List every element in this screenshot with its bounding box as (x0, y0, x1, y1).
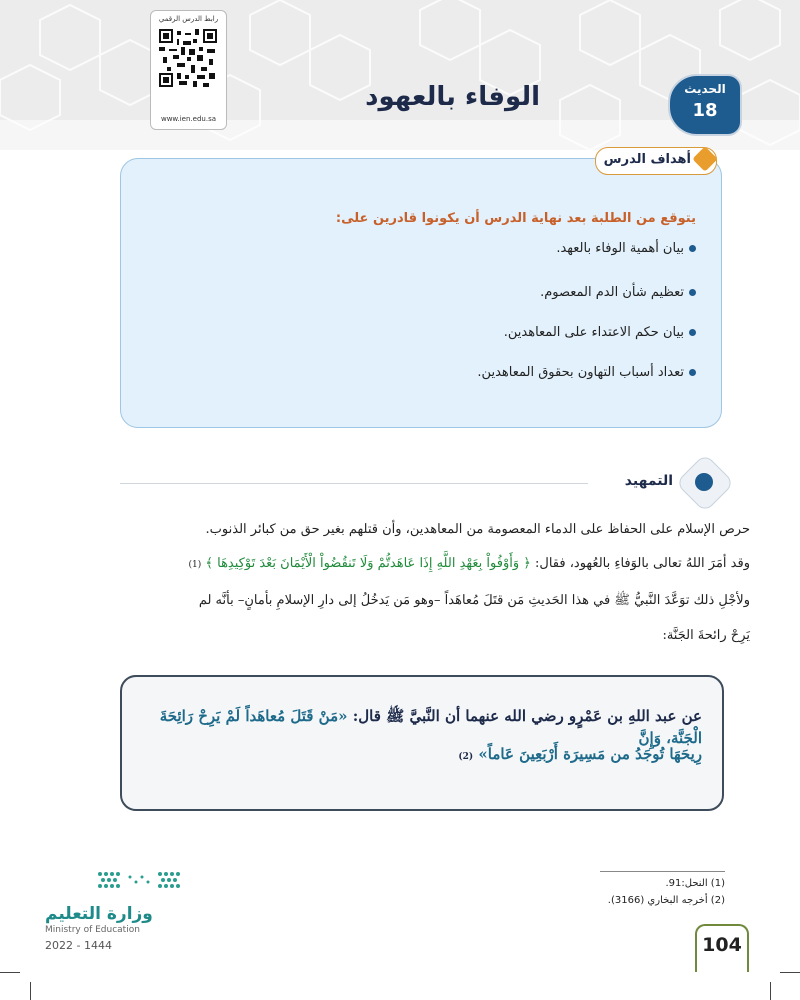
page-number: 104 (702, 934, 742, 956)
hadith-box (120, 675, 724, 811)
ministry-name: وزارة التعليم (45, 904, 153, 924)
intro-paragraph-line: ولأجْلِ ذلك توَعَّدَ النَّبيُّ ﷺ في هذا الحَديثِ مَن قتَلَ مُعاهَداً –وهو مَن يَدخُلُ إلى دارِ الإسلامِ بأمانٍ– بأنَّه لم (198, 593, 750, 608)
objective-item (121, 325, 696, 340)
hadith-number-badge (668, 74, 742, 136)
objective-item (121, 365, 696, 380)
bullet-icon (689, 369, 696, 376)
crop-mark (780, 972, 800, 973)
footnote-ref: (2) (458, 752, 474, 762)
hadith-number: 18 (692, 100, 718, 121)
hadith-label: الحديث (684, 82, 726, 96)
qr-code-panel[interactable] (150, 10, 227, 130)
quran-verse: ﴿ وَأَوْفُواْ بِعَهْدِ اللَّهِ إِذَا عَاهَدتُّمْ وَلَا تَنقُضُواْ الْأَيْمَانَ بَعْدَ تَوْكِيدِهَا ﴾ (205, 556, 531, 571)
objective-text: تعداد أسباب التهاون بحقوق المعاهدين. (477, 365, 684, 380)
page-number-tab (695, 924, 749, 972)
objectives-tab-label: أهداف الدرس (603, 152, 691, 167)
objectives-intro: يتوقع من الطلبة بعد نهاية الدرس أن يكونوا قادرين على: (335, 211, 696, 226)
crop-mark (770, 982, 771, 1000)
footnote-ref: (1) (188, 560, 202, 570)
crop-mark (30, 982, 31, 1000)
intro-paragraph-line (60, 556, 750, 571)
ministry-year: 2022 - 1444 (45, 939, 112, 952)
objective-item (121, 285, 696, 300)
objectives-box (120, 158, 722, 428)
hadith-text: «مَنْ قَتَلَ مُعاهَداً لَمْ يَرِحْ رَائِحَةَ الْجَنَّة، وَإِنَّ (159, 707, 702, 747)
circle-icon (695, 473, 713, 491)
footnote-rule (600, 871, 725, 872)
ministry-english-name: Ministry of Education (45, 925, 140, 935)
bullet-icon (689, 289, 696, 296)
objective-item (121, 241, 696, 256)
hadith-line (137, 707, 702, 747)
hadith-narrator: عن عبد اللهِ بن عَمْرٍو رضي الله عنهما أن النَّبيَّ ﷺ قال: (352, 707, 702, 725)
qr-code-icon[interactable] (159, 29, 217, 87)
hadith-text: رِيحَهَا تُوجَدُ من مَسِيرَة أَرْبَعِينَ عَاماً» (478, 745, 702, 763)
crop-mark (0, 972, 20, 973)
objective-text: بيان أهمية الوفاء بالعهد. (556, 241, 684, 256)
qr-url[interactable]: www.ien.edu.sa (160, 115, 217, 123)
qr-label: رابط الدرس الرقمي (158, 15, 219, 23)
ministry-logo-icon (90, 868, 190, 898)
objective-text: تعظيم شأن الدم المعصوم. (540, 285, 684, 300)
objectives-tab (595, 147, 717, 175)
intro-paragraph-line: يَرِحْ رائحةَ الجَنَّة: (662, 628, 750, 643)
intro-heading-label: التمهيد (624, 473, 673, 489)
diamond-icon (692, 146, 717, 171)
hadith-line (137, 745, 702, 763)
intro-paragraph-line: حرص الإسلام على الحفاظ على الدماء المعصومة من المعاهدين، وأن قتلهم بغير حق من كبائر الذنوب. (205, 522, 750, 537)
bullet-icon (689, 329, 696, 336)
page-title: الوفاء بالعهود (365, 82, 540, 112)
footnote: (1) النحل:91. (665, 878, 725, 889)
intro-text: وقد أمَرَ اللهُ تعالى بالوَفاءِ بالعُهود، فقال: (535, 556, 750, 571)
bullet-icon (689, 245, 696, 252)
objective-text: بيان حكم الاعتداء على المعاهدين. (503, 325, 684, 340)
footnote: (2) أخرجه البخاري (3166). (607, 895, 725, 906)
